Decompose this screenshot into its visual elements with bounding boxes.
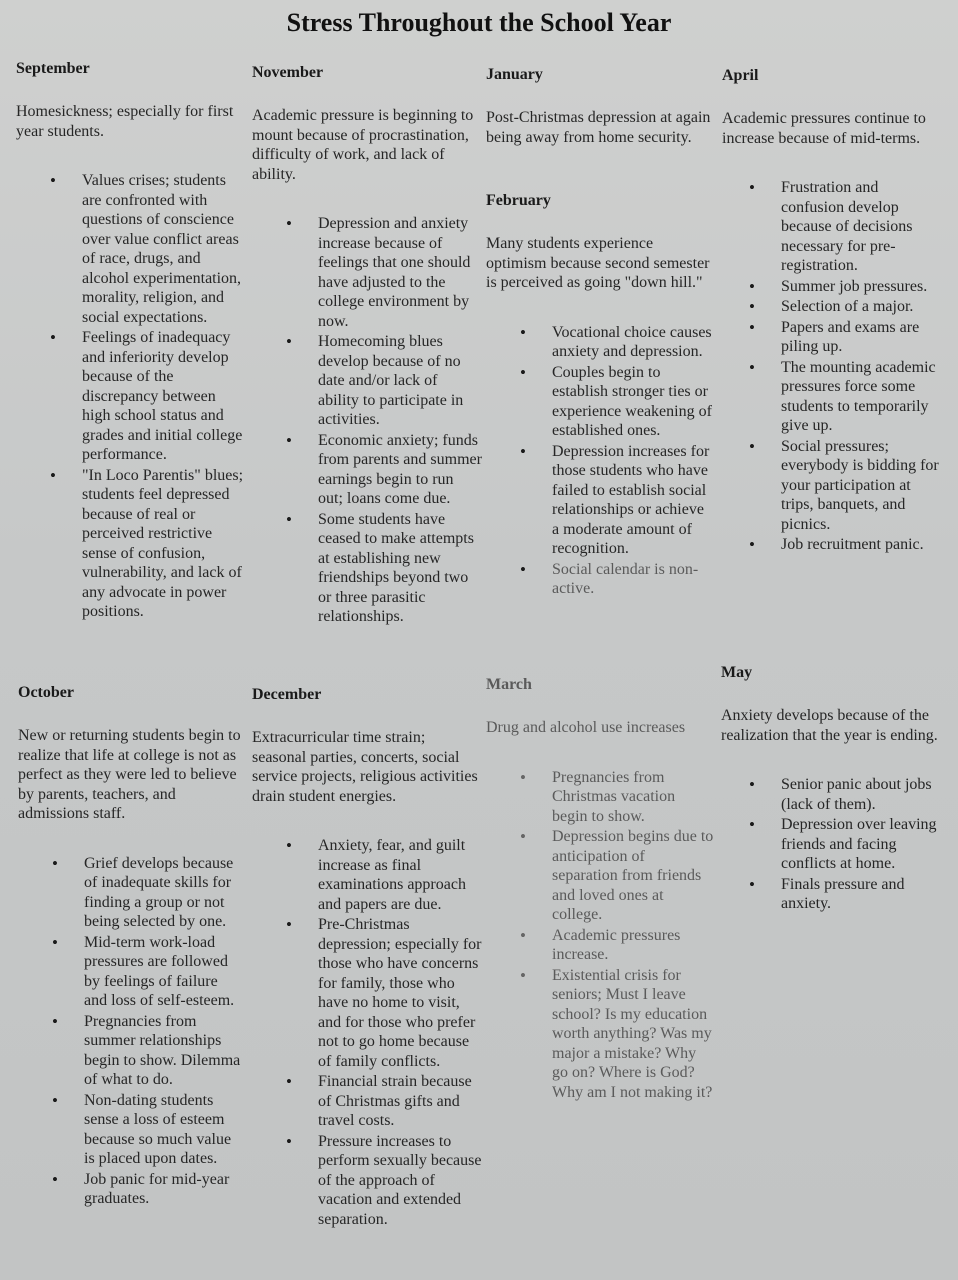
section-intro: Extracurricular time strain; seasonal parties, concerts, social service projects, religious activities drain student energies. (252, 729, 478, 805)
section-heading: September (16, 60, 90, 77)
list-item: • Existential crisis for seniors; Must I leave school? Is my education worth anything? Was my major a mistake? Why go on? Where is God? Why am I not making it? (552, 966, 714, 1103)
bullet-list (486, 323, 714, 599)
section-may (721, 664, 943, 915)
section-march (486, 676, 714, 1103)
list-item: • Selection of a major. (781, 297, 944, 317)
list-item: • Homecoming blues develop because of no date and/or lack of ability to participate in activities. (318, 332, 482, 430)
bullet-list (18, 854, 244, 1209)
list-item: • Pressure increases to perform sexually because of the approach of vacation and extended separation. (318, 1132, 482, 1230)
bullet-list (486, 768, 714, 1103)
list-item: • Feelings of inadequacy and inferiority develop because of the discrepancy between high school status and grades and initial college performance. (82, 328, 246, 465)
list-item: • Social calendar is non-active. (552, 560, 714, 599)
section-intro: Drug and alcohol use increases (486, 719, 686, 736)
list-item: • Couples begin to establish stronger ties or experience weakening of established ones. (552, 363, 714, 441)
list-item: • Job panic for mid-year graduates. (84, 1170, 244, 1209)
section-heading: December (252, 686, 322, 703)
section-heading: April (722, 67, 759, 84)
section-intro: Post-Christmas depression at again being away from home security. (486, 109, 711, 146)
section-january (486, 66, 711, 177)
section-intro: New or returning students begin to realize that life at college is not as perfect as they were led to believe by parents, teachers, and admissions staff. (18, 727, 241, 822)
list-item: • Depression and anxiety increase because of feelings that one should have adjusted to the college environment by now. (318, 214, 482, 331)
list-item: • Some students have ceased to make attempts at establishing new friendships beyond two or three parasitic relationships. (318, 510, 482, 627)
list-item: • Summer job pressures. (781, 277, 944, 297)
list-item: • Social pressures; everybody is bidding for your participation at trips, banquets, and picnics. (781, 437, 944, 535)
list-item: • Pregnancies from Christmas vacation begin to show. (552, 768, 714, 827)
bullet-list (252, 214, 482, 627)
list-item: • Papers and exams are piling up. (781, 318, 944, 357)
section-september (16, 60, 246, 623)
list-item: • Frustration and confusion develop because of decisions necessary for pre-registration. (781, 178, 944, 276)
section-february (486, 192, 714, 600)
list-item: • "In Loco Parentis" blues; students feel depressed because of real or perceived restrictive sense of confusion, vulnerability, and lack of any advocate in power positions. (82, 466, 246, 622)
list-item: • Pre-Christmas depression; especially for those who have concerns for family, those who have no home to visit, and for those who prefer not to go home because of family conflicts. (318, 915, 482, 1071)
section-october (18, 684, 244, 1210)
list-item: • Financial strain because of Christmas gifts and travel costs. (318, 1072, 482, 1131)
section-intro: Many students experience optimism because second semester is perceived as going "down hill." (486, 235, 710, 291)
page-title: Stress Throughout the School Year (286, 8, 672, 37)
section-november (252, 64, 482, 628)
section-heading: January (486, 66, 543, 83)
section-heading: May (721, 664, 753, 681)
bullet-list (252, 836, 482, 1229)
list-item: • Mid-term work-load pressures are followed by feelings of failure and loss of self-esteem. (84, 933, 244, 1011)
list-item: • Grief develops because of inadequate skills for finding a group or not being selected by one. (84, 854, 244, 932)
section-heading: October (18, 684, 74, 701)
bullet-list (721, 775, 943, 914)
section-intro: Homesickness; especially for first year students. (16, 103, 234, 140)
section-december (252, 686, 482, 1230)
section-heading: November (252, 64, 324, 81)
list-item: • Vocational choice causes anxiety and depression. (552, 323, 714, 362)
list-item: • Academic pressures increase. (552, 926, 714, 965)
section-heading: February (486, 192, 551, 209)
section-april (722, 67, 944, 556)
list-item: • Pregnancies from summer relationships begin to show. Dilemma of what to do. (84, 1012, 244, 1090)
section-intro: Anxiety develops because of the realization that the year is ending. (721, 707, 938, 744)
list-item: • Depression over leaving friends and facing conflicts at home. (781, 815, 943, 874)
list-item: • Depression begins due to anticipation of separation from friends and loved ones at college. (552, 827, 714, 925)
section-heading: March (486, 676, 532, 693)
section-intro: Academic pressure is beginning to mount because of procrastination, difficulty of work, and lack of ability. (252, 107, 474, 183)
list-item: • The mounting academic pressures force some students to temporarily give up. (781, 358, 944, 436)
list-item: • Finals pressure and anxiety. (781, 875, 943, 914)
bullet-list (722, 178, 944, 555)
list-item: • Senior panic about jobs (lack of them). (781, 775, 943, 814)
list-item: • Depression increases for those students who have failed to establish social relationships or achieve a moderate amount of recognition. (552, 442, 714, 559)
list-item: • Economic anxiety; funds from parents and summer earnings begin to run out; loans come due. (318, 431, 482, 509)
section-intro: Academic pressures continue to increase because of mid-terms. (722, 110, 926, 147)
list-item: • Values crises; students are confronted with questions of conscience over value conflict areas of race, drugs, and alcohol experimentation, morality, religion, and social expectations. (82, 171, 246, 327)
list-item: • Non-dating students sense a loss of esteem because so much value is placed upon dates. (84, 1091, 244, 1169)
bullet-list (16, 171, 246, 622)
list-item: • Job recruitment panic. (781, 535, 944, 555)
list-item: • Anxiety, fear, and guilt increase as final examinations approach and papers are due. (318, 836, 482, 914)
